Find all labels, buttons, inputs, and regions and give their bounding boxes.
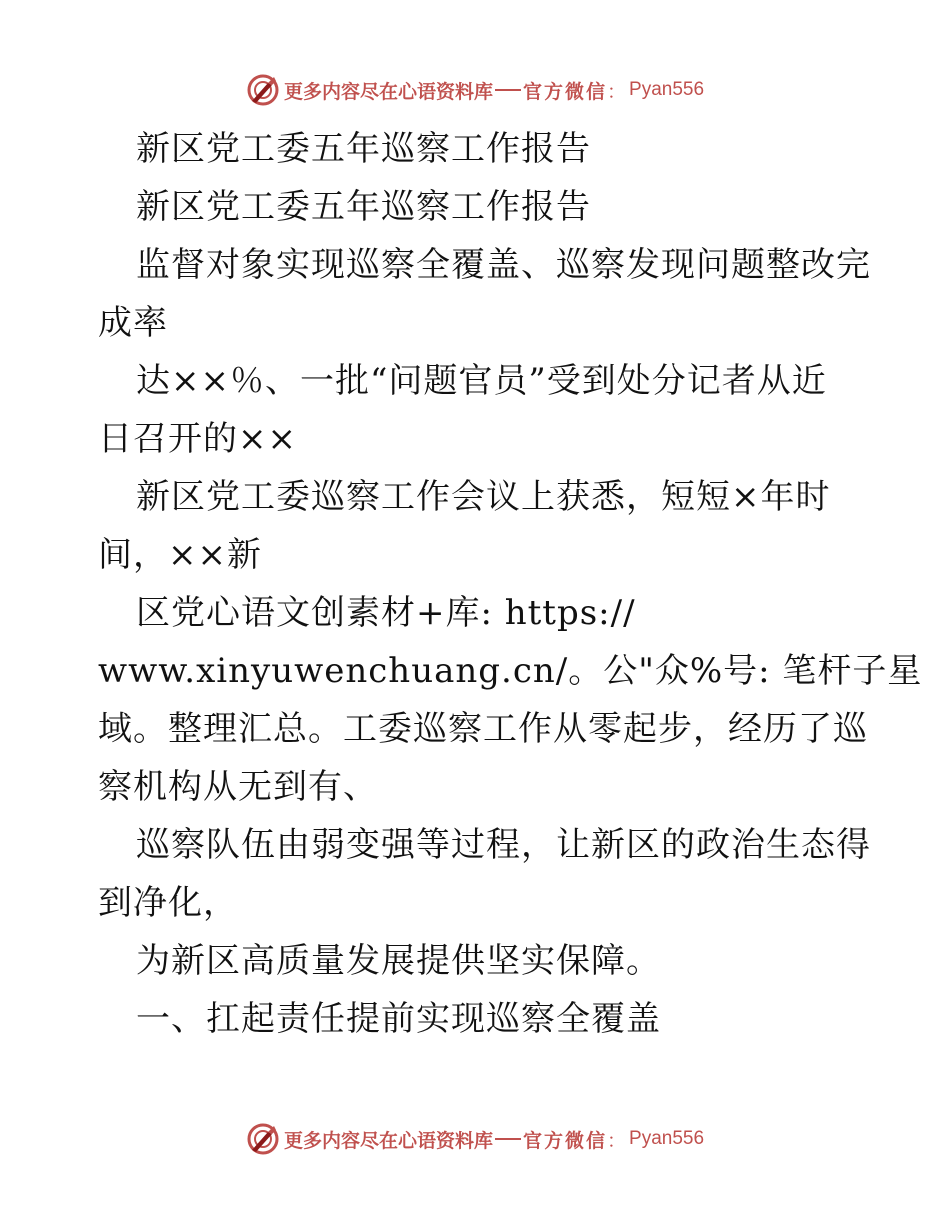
footer-banner-dash	[495, 1138, 521, 1140]
doc-subtitle-line: 新区党工委五年巡察工作报告	[136, 187, 591, 227]
header-banner-text: 更多内容尽在心语资料库	[283, 80, 493, 103]
doc-paragraph-line: 新区党工委巡察工作会议上获悉，短短×年时	[136, 477, 831, 517]
header-banner	[0, 70, 950, 110]
doc-paragraph-line: 日召开的××	[98, 419, 297, 459]
doc-paragraph-line: 达××％、一批“问题官员”受到处分记者从近	[136, 361, 827, 401]
pen-logo-icon	[246, 1122, 280, 1156]
doc-paragraph-line: www.xinyuwenchuang.cn/。公"众%号: 笔杆子星	[98, 651, 923, 691]
footer-banner-text: 更多内容尽在心语资料库	[283, 1129, 493, 1152]
header-banner-wechat-id: Pyan556	[629, 79, 705, 100]
footer-banner-colon: ：	[607, 1129, 627, 1152]
pen-logo-icon	[246, 73, 280, 107]
doc-paragraph-line: 监督对象实现巡察全覆盖、巡察发现问题整改完	[136, 245, 871, 285]
doc-paragraph-line: 察机构从无到有、	[98, 767, 378, 807]
doc-paragraph-line: 为新区高质量发展提供坚实保障。	[136, 941, 661, 981]
footer-banner	[0, 1119, 950, 1159]
doc-paragraph-line: 域。整理汇总。工委巡察工作从零起步，经历了巡	[98, 709, 868, 749]
footer-banner-label: 官方微信	[522, 1129, 607, 1152]
doc-paragraph-line: 区党心语文创素材+库: https://	[136, 593, 636, 633]
doc-title-line: 新区党工委五年巡察工作报告	[136, 129, 591, 169]
doc-paragraph-line: 间，××新	[98, 535, 262, 575]
doc-section-heading: 一、扛起责任提前实现巡察全覆盖	[136, 999, 661, 1039]
doc-paragraph-line: 巡察队伍由弱变强等过程，让新区的政治生态得	[136, 825, 871, 865]
doc-paragraph-line: 到净化，	[98, 883, 238, 923]
document-body	[98, 120, 923, 1048]
doc-paragraph-line: 成率	[98, 303, 168, 343]
header-banner-dash	[495, 89, 521, 91]
header-banner-label: 官方微信	[522, 80, 607, 103]
footer-banner-wechat-id: Pyan556	[629, 1128, 705, 1149]
header-banner-colon: ：	[607, 80, 627, 103]
